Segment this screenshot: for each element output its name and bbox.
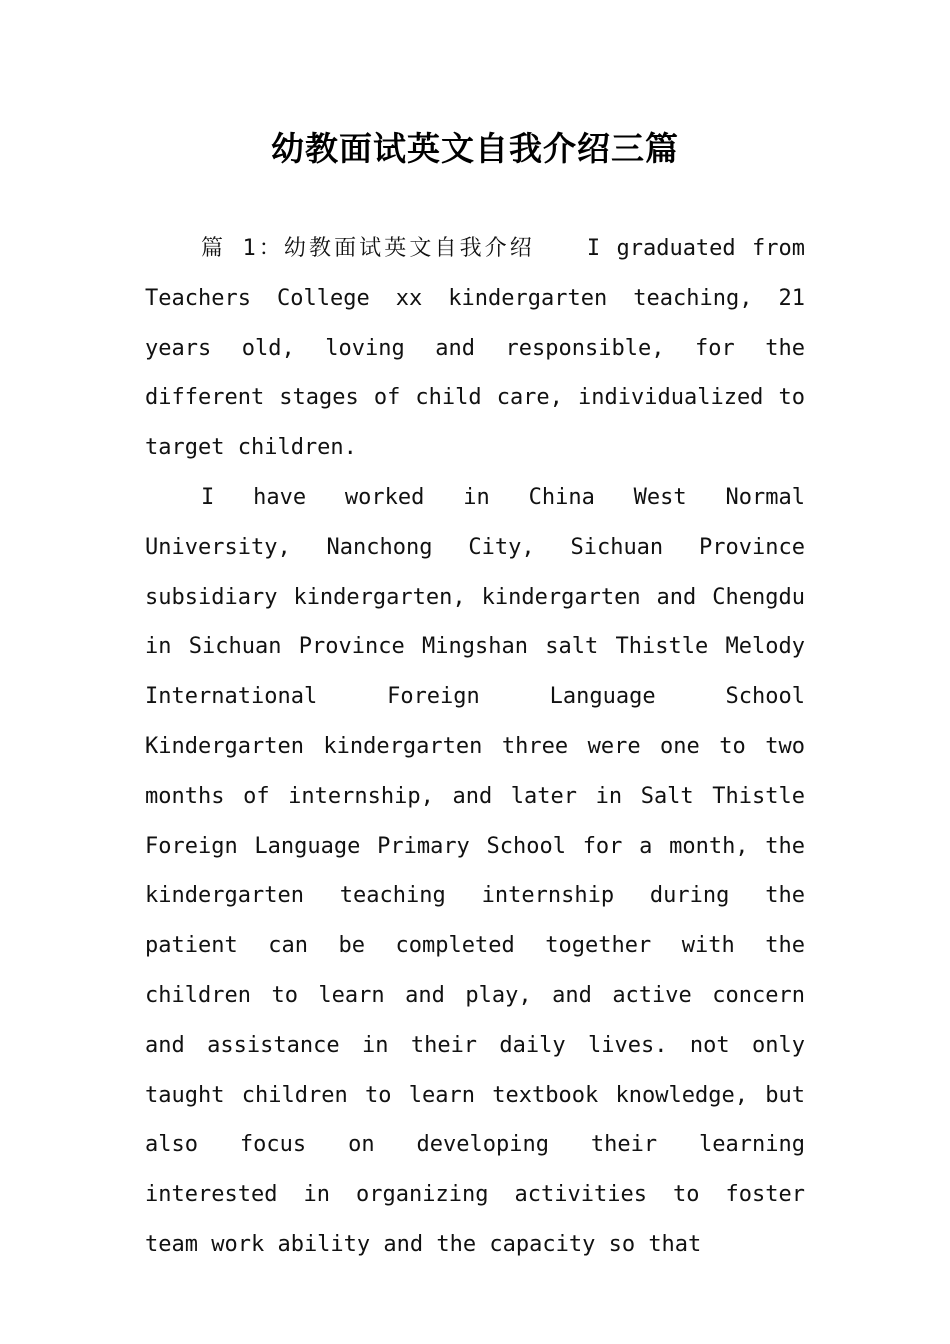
section-heading: 篇 1：幼教面试英文自我介绍 [201,236,535,261]
paragraph-1 [145,224,805,473]
document-body [145,224,805,1270]
paragraph-2: I have worked in China West Normal University, Nanchong City, Sichuan Province subsidiary kindergarten, kindergarten and Chengdu in Sichuan Province Mingshan salt Thistle Melody International Foreign Language School Kindergarten kindergarten three were one to two months of internship, and later in Salt Thistle Foreign Language Primary School for a month, the kindergarten teaching internship during the patient can be completed together with the children to learn and play, and active concern and assistance in their daily lives. not only taught children to learn textbook knowledge, but also focus on developing their learning interested in organizing activities to foster team work ability and the capacity so that [145,484,805,1257]
document-title: 幼教面试英文自我介绍三篇 [271,129,679,168]
paragraph-1-text: I graduated from Teachers College xx kindergarten teaching, 21 years old, loving and responsible, for the different stages of child care, individualized to target children. [145,236,805,461]
